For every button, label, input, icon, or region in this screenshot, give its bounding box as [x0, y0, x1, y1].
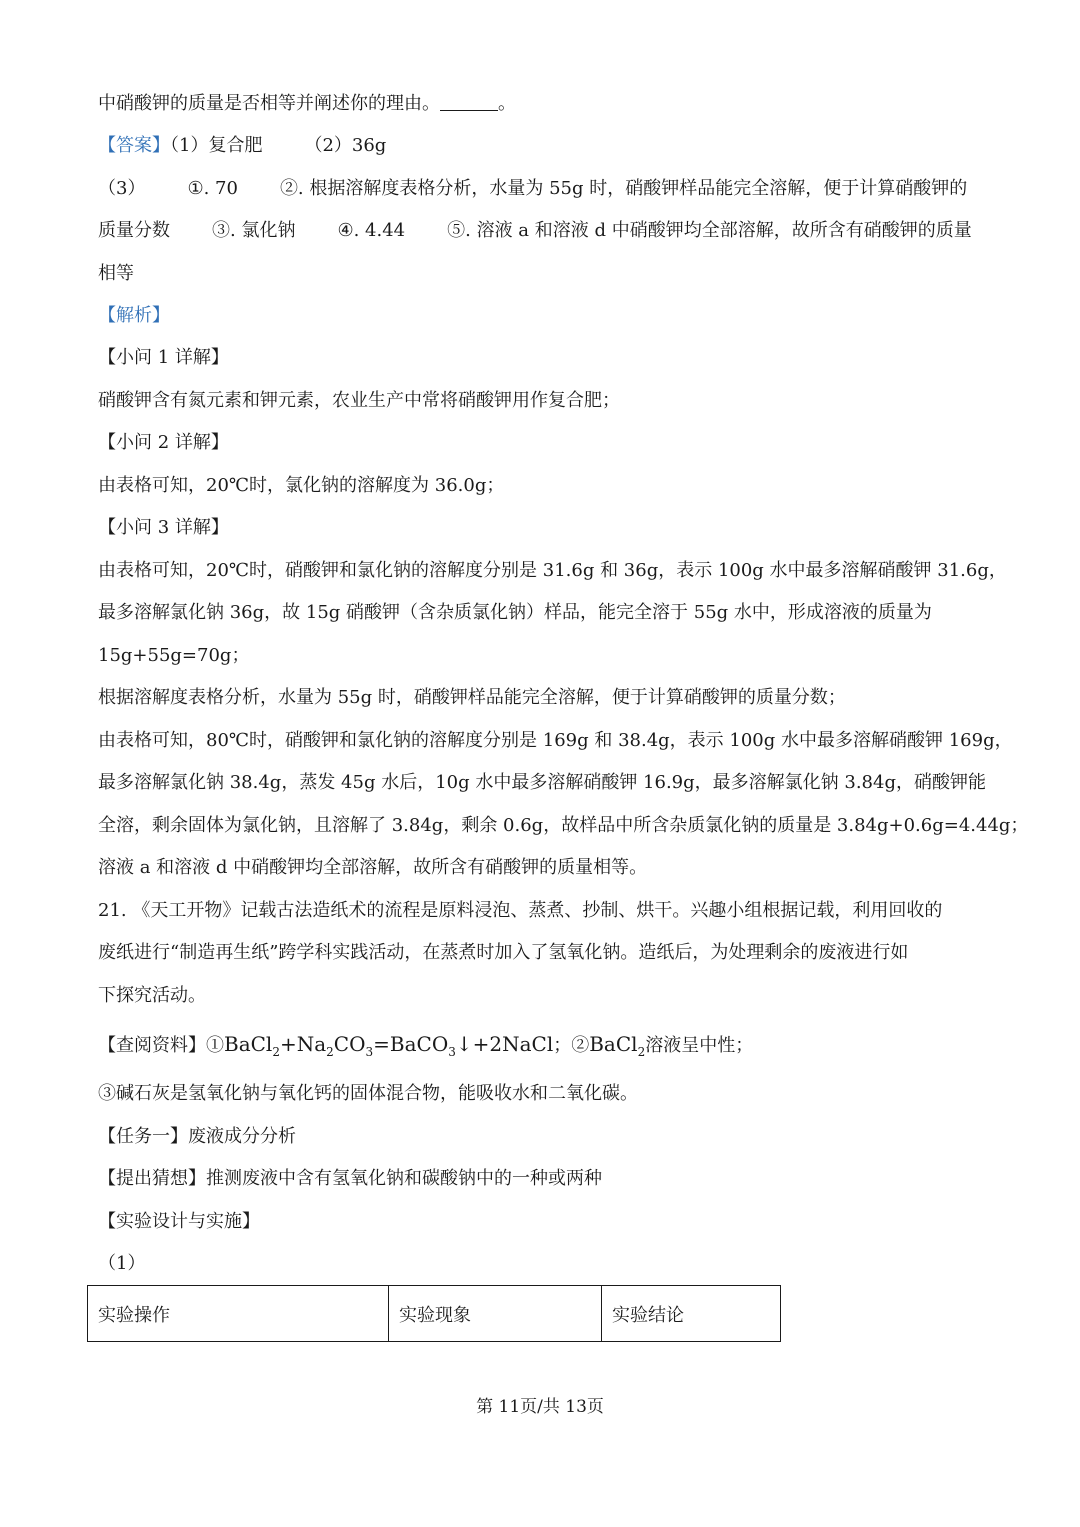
text-line: 最多溶解氯化钠 38.4g，蒸发 45g 水后，10g 水中最多溶解硝酸钾 16.9g，最多溶解氯化钠 3.84g，硝酸钾能 — [98, 772, 986, 793]
table-header-cell: 实验操作 — [88, 1286, 389, 1342]
chem-formula: BaCl$_2$ — [589, 1032, 646, 1059]
text-line: 中硝酸钾的质量是否相等并阐述你的理由。 。 — [98, 93, 516, 114]
page-footer: 第 11页/共 13页 — [476, 1397, 604, 1417]
text-line: 由表格可知，80℃时，硝酸钾和氯化钠的溶解度分别是 169g 和 38.4g，表示 100g 水中最多溶解硝酸钾 169g， — [98, 730, 1013, 751]
table-header-cell: 实验现象 — [389, 1286, 602, 1342]
reference-line: 【查阅资料】$①BaCl_2+Na_2CO_3=BaCO_3↓+2NaCl$；②BaCl$_2$溶液呈中性； — [98, 1032, 754, 1059]
text-line: 相等 — [98, 263, 134, 284]
section-heading: 【实验设计与实施】 — [98, 1211, 260, 1232]
answer-line: （3） ①. 70 ②. 根据溶解度表格分析，水量为 55g 时，硝酸钾样品能完全溶解，便于计算硝酸钾的 — [98, 178, 968, 199]
text-line: 硝酸钾含有氮元素和钾元素，农业生产中常将硝酸钾用作复合肥； — [98, 390, 620, 411]
section-heading: 【小问 2 详解】 — [98, 432, 229, 453]
question-text: 下探究活动。 — [98, 985, 206, 1006]
table-header-cell: 实验结论 — [602, 1286, 781, 1342]
text-line: （1） — [98, 1253, 146, 1274]
question-text: 废纸进行“制造再生纸”跨学科实践活动，在蒸煮时加入了氢氧化钠。造纸后，为处理剩余的废液进行如 — [98, 942, 909, 963]
section-heading: 【提出猜想】推测废液中含有氢氧化钠和碳酸钠中的一种或两种 — [98, 1168, 602, 1189]
experiment-table — [87, 1285, 781, 1342]
analysis-tag: 【解析】 — [98, 305, 170, 326]
text-line: ③碱石灰是氢氧化钠与氧化钙的固体混合物，能吸收水和二氧化碳。 — [98, 1083, 638, 1104]
table-row — [88, 1286, 781, 1342]
text-line: 最多溶解氯化钠 36g，故 15g 硝酸钾（含杂质氯化钠）样品，能完全溶于 55g 水中，形成溶液的质量为 — [98, 602, 932, 623]
answer-line: 质量分数 ③. 氯化钠 ④. 4.44 ⑤. 溶液 a 和溶液 d 中硝酸钾均全部溶解，故所含有硝酸钾的质量 — [98, 220, 972, 241]
text-line: 根据溶解度表格分析，水量为 55g 时，硝酸钾样品能完全溶解，便于计算硝酸钾的质量分数； — [98, 687, 846, 708]
text-line: 溶液 a 和溶液 d 中硝酸钾均全部溶解，故所含有硝酸钾的质量相等。 — [98, 857, 648, 878]
text-line: 15g+55g=70g； — [98, 645, 250, 666]
chem-equation: $BaCl_2+Na_2CO_3=BaCO_3↓+2NaCl$ — [224, 1032, 554, 1059]
text-line: 全溶，剩余固体为氯化钠，且溶解了 3.84g，剩余 0.6g，故样品中所含杂质氯化钠的质量是 3.84g+0.6g=4.44g； — [98, 815, 1029, 836]
section-heading: 【任务一】废液成分分析 — [98, 1126, 296, 1147]
section-heading: 【小问 3 详解】 — [98, 517, 229, 538]
answer-tag: 【答案】 — [98, 135, 170, 156]
text-line: 由表格可知，20℃时，硝酸钾和氯化钠的溶解度分别是 31.6g 和 36g，表示 100g 水中最多溶解硝酸钾 31.6g， — [98, 560, 1007, 581]
question-text: 21. 《天工开物》记载古法造纸术的流程是原料浸泡、蒸煮、抄制、烘干。兴趣小组根据记载，利用回收的 — [98, 900, 943, 921]
answer-line: 【答案】（1）复合肥 （2）36g — [98, 135, 387, 156]
section-heading: 【小问 1 详解】 — [98, 347, 229, 368]
text-line: 由表格可知，20℃时，氯化钠的溶解度为 36.0g； — [98, 475, 505, 496]
answer-blank — [440, 92, 498, 111]
